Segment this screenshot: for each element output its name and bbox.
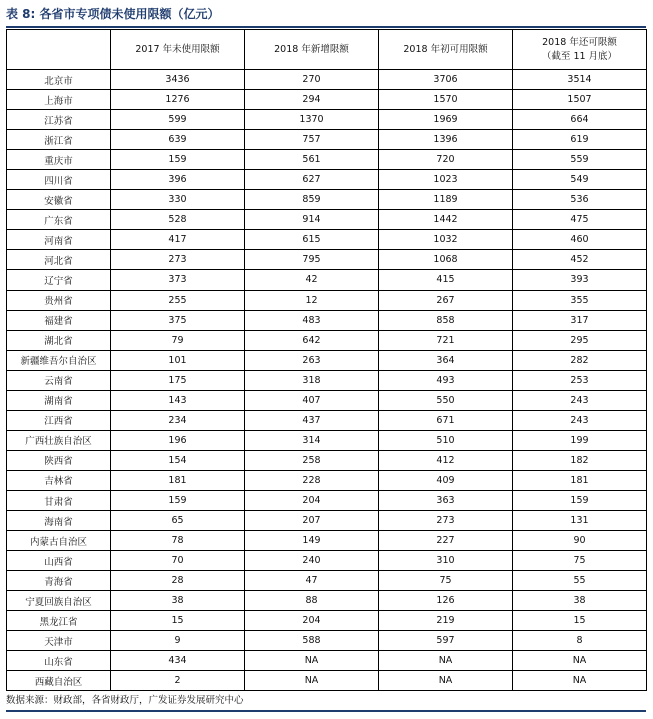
header-corner bbox=[7, 30, 111, 70]
new-2018-cell: 588 bbox=[245, 631, 379, 651]
header-2018-new: 2018 年新增限额 bbox=[245, 30, 379, 70]
new-2018-cell: NA bbox=[245, 671, 379, 691]
remaining-2018-cell: 38 bbox=[513, 591, 647, 611]
unused-2017-cell: 79 bbox=[111, 330, 245, 350]
table-row bbox=[7, 571, 647, 591]
unused-2017-cell: 9 bbox=[111, 631, 245, 651]
remaining-2018-cell: 55 bbox=[513, 571, 647, 591]
available-2018-cell: 364 bbox=[379, 350, 513, 370]
available-2018-cell: 1032 bbox=[379, 230, 513, 250]
unused-2017-cell: 1276 bbox=[111, 90, 245, 110]
available-2018-cell: 550 bbox=[379, 390, 513, 410]
new-2018-cell: 757 bbox=[245, 130, 379, 150]
unused-2017-cell: 28 bbox=[111, 571, 245, 591]
available-2018-cell: 493 bbox=[379, 370, 513, 390]
available-2018-cell: 671 bbox=[379, 410, 513, 430]
table-row bbox=[7, 270, 647, 290]
header-2018-remaining-label: 2018 年还可限额 bbox=[542, 36, 617, 48]
province-cell: 湖南省 bbox=[7, 390, 111, 410]
table-row bbox=[7, 290, 647, 310]
unused-2017-cell: 330 bbox=[111, 190, 245, 210]
table-row bbox=[7, 490, 647, 510]
remaining-2018-cell: NA bbox=[513, 651, 647, 671]
province-cell: 贵州省 bbox=[7, 290, 111, 310]
available-2018-cell: NA bbox=[379, 671, 513, 691]
header-2018-available: 2018 年初可用限额 bbox=[379, 30, 513, 70]
unused-2017-cell: 2 bbox=[111, 671, 245, 691]
unused-2017-cell: 3436 bbox=[111, 70, 245, 90]
unused-2017-cell: 175 bbox=[111, 370, 245, 390]
footer-rule bbox=[6, 710, 646, 712]
table-row bbox=[7, 210, 647, 230]
table-row bbox=[7, 150, 647, 170]
table-row bbox=[7, 531, 647, 551]
table-row bbox=[7, 350, 647, 370]
table-row bbox=[7, 551, 647, 571]
unused-2017-cell: 38 bbox=[111, 591, 245, 611]
new-2018-cell: 207 bbox=[245, 511, 379, 531]
available-2018-cell: 858 bbox=[379, 310, 513, 330]
new-2018-cell: 795 bbox=[245, 250, 379, 270]
table-row bbox=[7, 430, 647, 450]
province-cell: 辽宁省 bbox=[7, 270, 111, 290]
province-cell: 广西壮族自治区 bbox=[7, 430, 111, 450]
table-row bbox=[7, 370, 647, 390]
table-row bbox=[7, 330, 647, 350]
province-cell: 江西省 bbox=[7, 410, 111, 430]
new-2018-cell: 642 bbox=[245, 330, 379, 350]
new-2018-cell: 204 bbox=[245, 611, 379, 631]
province-cell: 黑龙江省 bbox=[7, 611, 111, 631]
available-2018-cell: 126 bbox=[379, 591, 513, 611]
new-2018-cell: 1370 bbox=[245, 110, 379, 130]
available-2018-cell: 310 bbox=[379, 551, 513, 571]
table-row bbox=[7, 310, 647, 330]
province-cell: 内蒙古自治区 bbox=[7, 531, 111, 551]
remaining-2018-cell: 460 bbox=[513, 230, 647, 250]
new-2018-cell: NA bbox=[245, 651, 379, 671]
available-2018-cell: 227 bbox=[379, 531, 513, 551]
new-2018-cell: 88 bbox=[245, 591, 379, 611]
unused-2017-cell: 181 bbox=[111, 470, 245, 490]
remaining-2018-cell: 181 bbox=[513, 470, 647, 490]
table-row bbox=[7, 470, 647, 490]
province-cell: 重庆市 bbox=[7, 150, 111, 170]
table-row bbox=[7, 90, 647, 110]
remaining-2018-cell: 475 bbox=[513, 210, 647, 230]
available-2018-cell: 75 bbox=[379, 571, 513, 591]
new-2018-cell: 914 bbox=[245, 210, 379, 230]
new-2018-cell: 294 bbox=[245, 90, 379, 110]
unused-2017-cell: 78 bbox=[111, 531, 245, 551]
available-2018-cell: 267 bbox=[379, 290, 513, 310]
available-2018-cell: 1023 bbox=[379, 170, 513, 190]
unused-2017-cell: 65 bbox=[111, 511, 245, 531]
province-cell: 云南省 bbox=[7, 370, 111, 390]
province-cell: 西藏自治区 bbox=[7, 671, 111, 691]
remaining-2018-cell: 317 bbox=[513, 310, 647, 330]
new-2018-cell: 270 bbox=[245, 70, 379, 90]
header-2018-remaining bbox=[513, 30, 647, 70]
remaining-2018-cell: 1507 bbox=[513, 90, 647, 110]
available-2018-cell: NA bbox=[379, 651, 513, 671]
province-cell: 甘肃省 bbox=[7, 490, 111, 510]
unused-2017-cell: 639 bbox=[111, 130, 245, 150]
province-cell: 江苏省 bbox=[7, 110, 111, 130]
remaining-2018-cell: 3514 bbox=[513, 70, 647, 90]
new-2018-cell: 263 bbox=[245, 350, 379, 370]
table-row bbox=[7, 631, 647, 651]
new-2018-cell: 627 bbox=[245, 170, 379, 190]
available-2018-cell: 412 bbox=[379, 450, 513, 470]
new-2018-cell: 228 bbox=[245, 470, 379, 490]
table-row bbox=[7, 390, 647, 410]
remaining-2018-cell: 75 bbox=[513, 551, 647, 571]
new-2018-cell: 204 bbox=[245, 490, 379, 510]
unused-2017-cell: 15 bbox=[111, 611, 245, 631]
table-row bbox=[7, 611, 647, 631]
table-row bbox=[7, 671, 647, 691]
table-body bbox=[7, 70, 647, 691]
quota-table bbox=[6, 29, 647, 691]
province-cell: 宁夏回族自治区 bbox=[7, 591, 111, 611]
remaining-2018-cell: 8 bbox=[513, 631, 647, 651]
available-2018-cell: 1068 bbox=[379, 250, 513, 270]
new-2018-cell: 240 bbox=[245, 551, 379, 571]
province-cell: 安徽省 bbox=[7, 190, 111, 210]
available-2018-cell: 720 bbox=[379, 150, 513, 170]
unused-2017-cell: 273 bbox=[111, 250, 245, 270]
unused-2017-cell: 255 bbox=[111, 290, 245, 310]
available-2018-cell: 1396 bbox=[379, 130, 513, 150]
new-2018-cell: 437 bbox=[245, 410, 379, 430]
available-2018-cell: 1570 bbox=[379, 90, 513, 110]
unused-2017-cell: 417 bbox=[111, 230, 245, 250]
remaining-2018-cell: 619 bbox=[513, 130, 647, 150]
province-cell: 新疆维吾尔自治区 bbox=[7, 350, 111, 370]
new-2018-cell: 483 bbox=[245, 310, 379, 330]
unused-2017-cell: 373 bbox=[111, 270, 245, 290]
unused-2017-cell: 143 bbox=[111, 390, 245, 410]
remaining-2018-cell: 131 bbox=[513, 511, 647, 531]
header-row bbox=[7, 30, 647, 70]
remaining-2018-cell: 393 bbox=[513, 270, 647, 290]
remaining-2018-cell: 452 bbox=[513, 250, 647, 270]
remaining-2018-cell: 295 bbox=[513, 330, 647, 350]
province-cell: 湖北省 bbox=[7, 330, 111, 350]
table-row bbox=[7, 230, 647, 250]
remaining-2018-cell: 664 bbox=[513, 110, 647, 130]
province-cell: 河北省 bbox=[7, 250, 111, 270]
unused-2017-cell: 196 bbox=[111, 430, 245, 450]
remaining-2018-cell: 559 bbox=[513, 150, 647, 170]
available-2018-cell: 1969 bbox=[379, 110, 513, 130]
remaining-2018-cell: 182 bbox=[513, 450, 647, 470]
table-row bbox=[7, 511, 647, 531]
available-2018-cell: 3706 bbox=[379, 70, 513, 90]
unused-2017-cell: 528 bbox=[111, 210, 245, 230]
remaining-2018-cell: 90 bbox=[513, 531, 647, 551]
available-2018-cell: 415 bbox=[379, 270, 513, 290]
available-2018-cell: 363 bbox=[379, 490, 513, 510]
province-cell: 天津市 bbox=[7, 631, 111, 651]
remaining-2018-cell: 243 bbox=[513, 390, 647, 410]
new-2018-cell: 615 bbox=[245, 230, 379, 250]
province-cell: 海南省 bbox=[7, 511, 111, 531]
table-row bbox=[7, 170, 647, 190]
new-2018-cell: 258 bbox=[245, 450, 379, 470]
remaining-2018-cell: 199 bbox=[513, 430, 647, 450]
remaining-2018-cell: 355 bbox=[513, 290, 647, 310]
remaining-2018-cell: NA bbox=[513, 671, 647, 691]
unused-2017-cell: 234 bbox=[111, 410, 245, 430]
header-2018-remaining-sub: （截至 11 月底） bbox=[541, 50, 618, 62]
header-2017-unused: 2017 年未使用限额 bbox=[111, 30, 245, 70]
province-cell: 山东省 bbox=[7, 651, 111, 671]
unused-2017-cell: 70 bbox=[111, 551, 245, 571]
remaining-2018-cell: 253 bbox=[513, 370, 647, 390]
table-row bbox=[7, 130, 647, 150]
new-2018-cell: 314 bbox=[245, 430, 379, 450]
new-2018-cell: 318 bbox=[245, 370, 379, 390]
available-2018-cell: 721 bbox=[379, 330, 513, 350]
province-cell: 陕西省 bbox=[7, 450, 111, 470]
province-cell: 福建省 bbox=[7, 310, 111, 330]
available-2018-cell: 219 bbox=[379, 611, 513, 631]
unused-2017-cell: 101 bbox=[111, 350, 245, 370]
table-title: 表 8: 各省市专项债未使用限额（亿元） bbox=[6, 7, 220, 21]
unused-2017-cell: 599 bbox=[111, 110, 245, 130]
new-2018-cell: 407 bbox=[245, 390, 379, 410]
title-rule bbox=[6, 26, 646, 28]
unused-2017-cell: 159 bbox=[111, 490, 245, 510]
source-note: 数据来源：财政部，各省财政厅，广发证券发展研究中心 bbox=[6, 695, 244, 706]
unused-2017-cell: 396 bbox=[111, 170, 245, 190]
new-2018-cell: 859 bbox=[245, 190, 379, 210]
remaining-2018-cell: 243 bbox=[513, 410, 647, 430]
remaining-2018-cell: 15 bbox=[513, 611, 647, 631]
table-row bbox=[7, 190, 647, 210]
province-cell: 河南省 bbox=[7, 230, 111, 250]
unused-2017-cell: 375 bbox=[111, 310, 245, 330]
remaining-2018-cell: 159 bbox=[513, 490, 647, 510]
table-row bbox=[7, 591, 647, 611]
table-row bbox=[7, 110, 647, 130]
remaining-2018-cell: 282 bbox=[513, 350, 647, 370]
unused-2017-cell: 434 bbox=[111, 651, 245, 671]
available-2018-cell: 1442 bbox=[379, 210, 513, 230]
available-2018-cell: 597 bbox=[379, 631, 513, 651]
available-2018-cell: 273 bbox=[379, 511, 513, 531]
province-cell: 北京市 bbox=[7, 70, 111, 90]
province-cell: 吉林省 bbox=[7, 470, 111, 490]
available-2018-cell: 1189 bbox=[379, 190, 513, 210]
province-cell: 山西省 bbox=[7, 551, 111, 571]
new-2018-cell: 149 bbox=[245, 531, 379, 551]
table-row bbox=[7, 250, 647, 270]
remaining-2018-cell: 549 bbox=[513, 170, 647, 190]
new-2018-cell: 47 bbox=[245, 571, 379, 591]
unused-2017-cell: 159 bbox=[111, 150, 245, 170]
province-cell: 四川省 bbox=[7, 170, 111, 190]
province-cell: 上海市 bbox=[7, 90, 111, 110]
available-2018-cell: 510 bbox=[379, 430, 513, 450]
unused-2017-cell: 154 bbox=[111, 450, 245, 470]
table-row bbox=[7, 651, 647, 671]
remaining-2018-cell: 536 bbox=[513, 190, 647, 210]
table-row bbox=[7, 450, 647, 470]
province-cell: 青海省 bbox=[7, 571, 111, 591]
new-2018-cell: 561 bbox=[245, 150, 379, 170]
province-cell: 浙江省 bbox=[7, 130, 111, 150]
new-2018-cell: 42 bbox=[245, 270, 379, 290]
new-2018-cell: 12 bbox=[245, 290, 379, 310]
table-row bbox=[7, 70, 647, 90]
available-2018-cell: 409 bbox=[379, 470, 513, 490]
province-cell: 广东省 bbox=[7, 210, 111, 230]
table-row bbox=[7, 410, 647, 430]
